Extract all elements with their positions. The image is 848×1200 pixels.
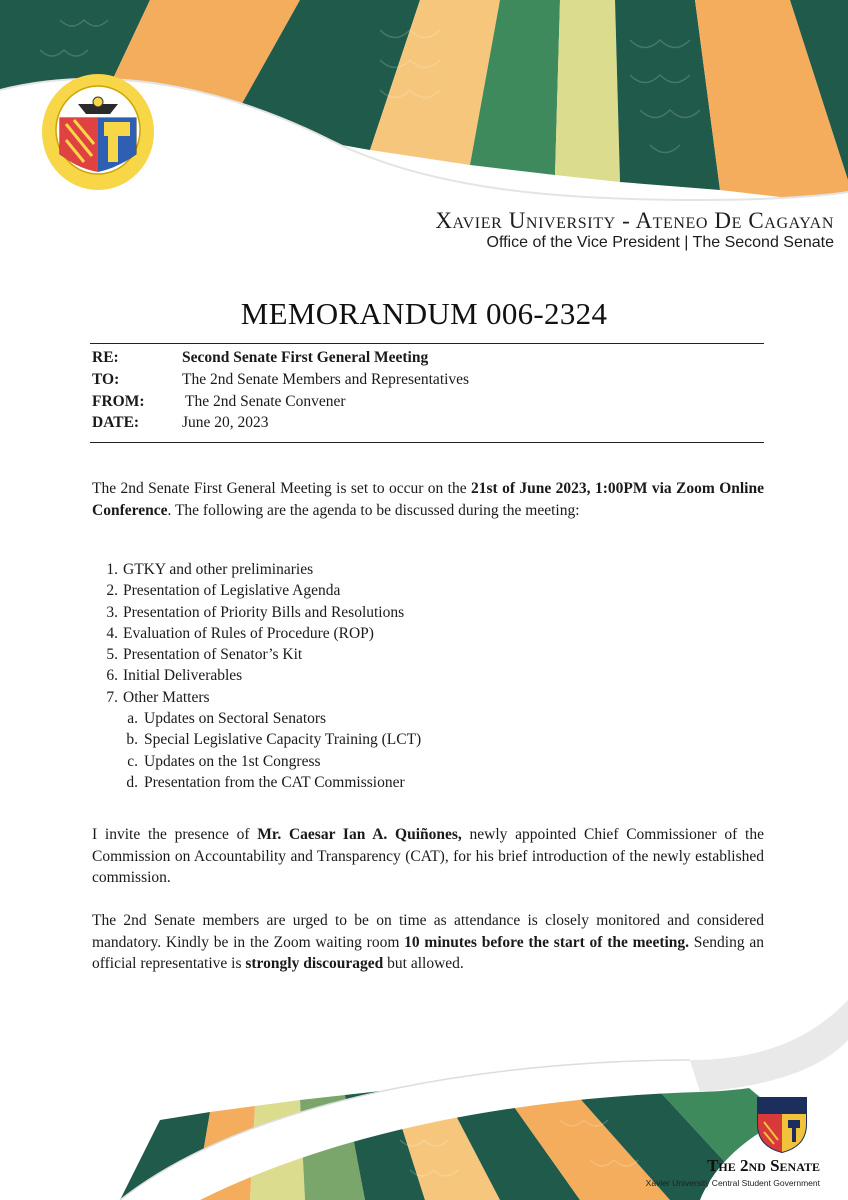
senate-logo-subtitle: Xavier University Central Student Government — [645, 1178, 820, 1188]
vice-president-seal — [38, 64, 158, 194]
commissioner-name: Mr. Caesar Ian A. Quiñones, — [257, 826, 462, 843]
agenda-number: 2. — [106, 582, 118, 600]
agenda-item — [92, 582, 692, 603]
agenda-item — [92, 667, 692, 688]
agenda-text: Evaluation of Rules of Procedure (ROP) — [123, 624, 374, 642]
subagenda-letter: a. — [127, 710, 138, 728]
strongly-discouraged: strongly discouraged — [245, 955, 384, 972]
agenda-item — [92, 646, 692, 667]
invitation-text-end: newly appointed Chief Commissioner of the Commission on Accountability and Transparency (CAT), for his brief introduction of the newly established commission. — [92, 826, 764, 886]
attendance-text-end: but allowed. — [383, 955, 464, 972]
agenda-number: 6. — [106, 667, 118, 685]
re-value: Second Senate First General Meeting — [182, 349, 429, 366]
university-name: Xavier University - Ateneo De Cagayan — [435, 208, 834, 233]
subagenda-letter: b. — [126, 731, 138, 749]
from-value: The 2nd Senate Convener — [185, 393, 346, 410]
date-value: June 20, 2023 — [182, 414, 269, 431]
office-name: Office of the Vice President | The Second Senate — [486, 234, 834, 251]
agenda-text: Other Matters — [123, 688, 210, 706]
agenda-text: Presentation of Senator’s Kit — [123, 646, 303, 664]
agenda-number: 7. — [106, 688, 118, 706]
subagenda-text: Special Legislative Capacity Training (LCT) — [144, 731, 422, 749]
attendance-text-mid: Sending an official representative is — [92, 933, 765, 972]
agenda-number: 4. — [106, 624, 118, 642]
intro-paragraph — [92, 478, 764, 521]
attendance-text: The 2nd Senate members are urged to be on time as attendance is closely monitored and considered mandatory. Kindly be in the Zoom waiting room — [92, 912, 764, 951]
to-label: TO: — [92, 371, 120, 388]
agenda-item — [92, 689, 692, 710]
subagenda-item — [92, 753, 692, 774]
agenda-list — [92, 561, 692, 795]
agenda-number: 3. — [106, 603, 118, 621]
subagenda-text: Presentation from the CAT Commissioner — [144, 773, 405, 791]
date-label: DATE: — [92, 414, 140, 431]
agenda-text: Presentation of Legislative Agenda — [123, 582, 341, 600]
waiting-room-time: 10 minutes before the start of the meeting. — [404, 933, 690, 951]
agenda-item — [92, 604, 692, 625]
agenda-item — [92, 625, 692, 646]
subagenda-text: Updates on the 1st Congress — [144, 752, 321, 770]
agenda-text: Presentation of Priority Bills and Resolutions — [123, 603, 405, 621]
subagenda-text: Updates on Sectoral Senators — [144, 710, 327, 728]
attendance-paragraph — [92, 910, 764, 975]
invitation-text: I invite the presence of — [92, 826, 258, 843]
meeting-datetime: 21st of June 2023, 1:00PM via Zoom Online Conference — [92, 480, 764, 519]
subagenda-letter: c. — [127, 752, 138, 770]
from-label: FROM: — [92, 393, 145, 410]
bottom-rule — [90, 442, 764, 443]
subagenda-item — [92, 731, 692, 752]
agenda-text: Initial Deliverables — [123, 667, 243, 685]
senate-logo-title: The 2nd Senate — [707, 1156, 820, 1175]
intro-text-end: . The following are the agenda to be discussed during the meeting: — [167, 501, 580, 519]
senate-shield-logo — [754, 1094, 810, 1154]
re-label: RE: — [92, 349, 119, 366]
agenda-number: 5. — [106, 646, 118, 664]
agenda-item — [92, 561, 692, 582]
intro-text: The 2nd Senate First General Meeting is set to occur on the — [92, 480, 472, 497]
memo-title: MEMORANDUM 006-2324 — [240, 296, 608, 331]
to-value: The 2nd Senate Members and Representatives — [182, 371, 470, 388]
invitation-paragraph — [92, 824, 764, 889]
subagenda-letter: d. — [126, 773, 138, 791]
agenda-number: 1. — [106, 561, 118, 578]
subagenda-item — [92, 774, 692, 795]
top-rule — [90, 343, 764, 344]
subagenda-item — [92, 710, 692, 731]
agenda-text: GTKY and other preliminaries — [123, 561, 314, 578]
